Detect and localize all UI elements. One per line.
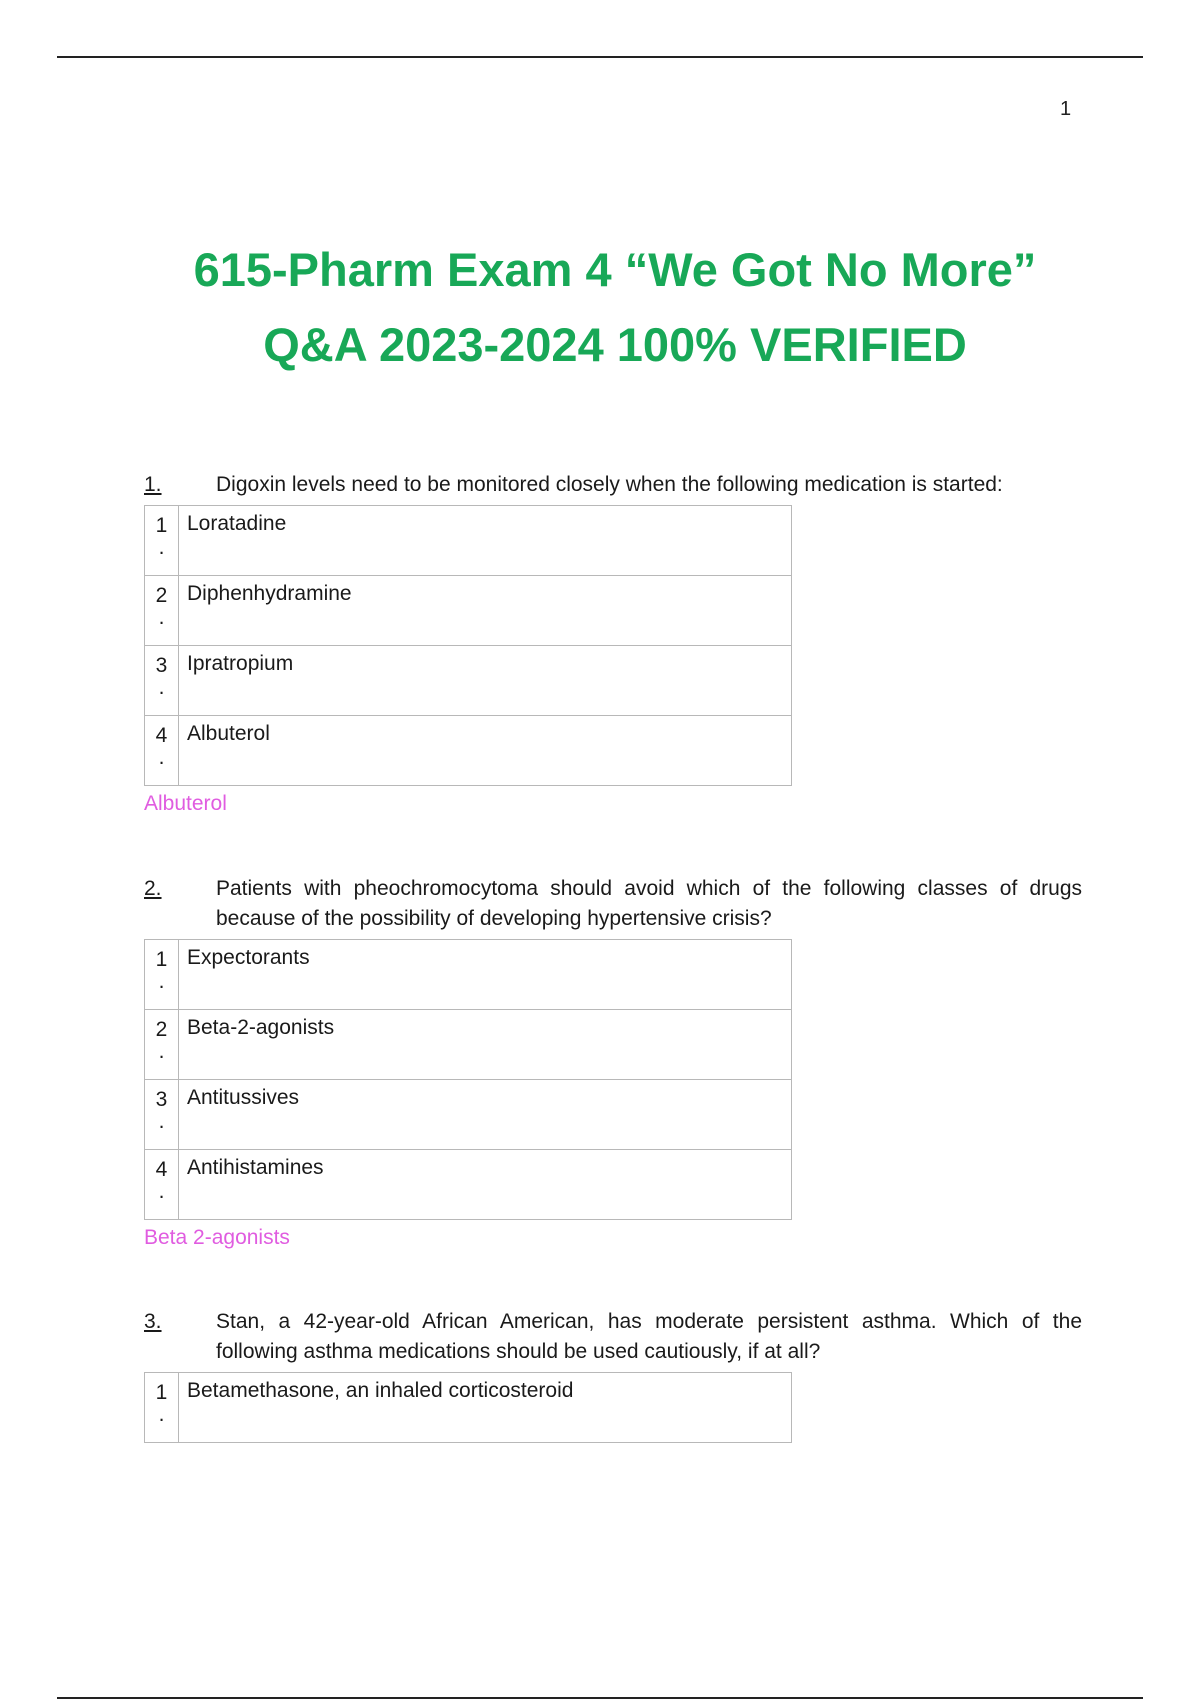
option-number-cell	[145, 716, 179, 786]
option-row	[145, 1373, 792, 1443]
option-number: 1	[155, 1381, 168, 1404]
option-dot: .	[158, 1180, 165, 1203]
option-row	[145, 1150, 792, 1220]
footer-rule	[57, 1697, 1143, 1699]
option-dot: .	[158, 676, 165, 699]
options-table	[144, 505, 792, 786]
option-number: 4	[155, 724, 168, 747]
option-number-cell	[145, 940, 179, 1010]
question-2	[144, 874, 1082, 1250]
option-dot: .	[158, 606, 165, 629]
option-dot: .	[158, 970, 165, 993]
option-number: 1	[155, 948, 168, 971]
question-number: 2.	[144, 877, 162, 900]
title-line-1: 615-Pharm Exam 4 “We Got No More”	[193, 243, 1037, 296]
header-rule	[57, 56, 1143, 58]
option-label: Antitussives	[179, 1080, 792, 1150]
option-label: Ipratropium	[179, 646, 792, 716]
title-line-2: Q&A 2023-2024 100% VERIFIED	[263, 318, 967, 371]
option-label: Antihistamines	[179, 1150, 792, 1220]
question-header	[144, 874, 1082, 934]
option-number: 3	[155, 654, 168, 677]
question-number: 3.	[144, 1310, 162, 1333]
option-label: Beta-2-agonists	[179, 1010, 792, 1080]
option-label: Albuterol	[179, 716, 792, 786]
option-number: 1	[155, 514, 168, 537]
option-number: 2	[155, 1018, 168, 1041]
question-header	[144, 470, 1082, 500]
option-number-cell	[145, 1080, 179, 1150]
document-title	[0, 232, 1200, 382]
option-number: 4	[155, 1158, 168, 1181]
option-number-cell	[145, 576, 179, 646]
option-label: Expectorants	[179, 940, 792, 1010]
option-row	[145, 1080, 792, 1150]
option-number-cell	[145, 1373, 179, 1443]
option-label: Diphenhydramine	[179, 576, 792, 646]
option-row	[145, 646, 792, 716]
option-row	[145, 940, 792, 1010]
option-dot: .	[158, 1110, 165, 1133]
option-row	[145, 576, 792, 646]
option-row	[145, 716, 792, 786]
options-table	[144, 939, 792, 1220]
question-3	[144, 1307, 1082, 1443]
option-row	[145, 506, 792, 576]
options-table	[144, 1372, 792, 1443]
option-dot: .	[158, 536, 165, 559]
question-text: Digoxin levels need to be monitored closely when the following medication is started:	[216, 473, 1003, 496]
option-label: Betamethasone, an inhaled corticosteroid	[179, 1373, 792, 1443]
option-number-cell	[145, 1150, 179, 1220]
option-row	[145, 1010, 792, 1080]
option-number: 3	[155, 1088, 168, 1111]
question-text: Stan, a 42-year-old African American, has moderate persistent asthma. Which of the following asthma medications should be used cautiously, if at all?	[216, 1310, 1082, 1363]
option-dot: .	[158, 1040, 165, 1063]
answer-text: Beta 2-agonists	[144, 1226, 290, 1249]
option-number: 2	[155, 584, 168, 607]
page-number: 1	[1060, 98, 1072, 120]
question-1	[144, 470, 1082, 816]
question-header	[144, 1307, 1082, 1367]
option-dot: .	[158, 746, 165, 769]
question-text: Patients with pheochromocytoma should avoid which of the following classes of drugs because of the possibility of developing hypertensive crisis?	[216, 877, 1082, 930]
option-number-cell	[145, 506, 179, 576]
option-dot: .	[158, 1403, 165, 1426]
option-label: Loratadine	[179, 506, 792, 576]
option-number-cell	[145, 1010, 179, 1080]
question-number: 1.	[144, 473, 162, 496]
answer-text: Albuterol	[144, 792, 227, 815]
option-number-cell	[145, 646, 179, 716]
